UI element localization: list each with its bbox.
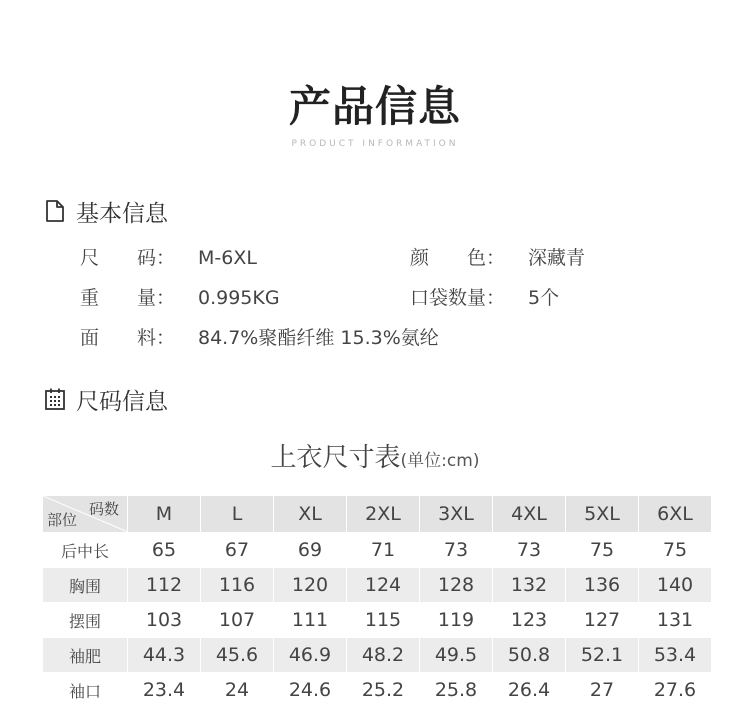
table-cell: 26.4 <box>493 673 566 708</box>
table-row <box>43 638 712 673</box>
corner-label-part: 部位 <box>47 511 78 529</box>
table-row <box>43 603 712 638</box>
calendar-grid-icon <box>44 387 66 411</box>
table-row <box>43 533 712 568</box>
column-header-xl: XL <box>274 496 347 533</box>
table-cell: 123 <box>493 603 566 638</box>
table-cell: 103 <box>128 603 201 638</box>
table-cell: 120 <box>274 568 347 603</box>
size-table <box>42 495 712 708</box>
table-cell: 23.4 <box>128 673 201 708</box>
table-cell: 65 <box>128 533 201 568</box>
attr-color-label: 颜 色： <box>410 247 506 269</box>
table-cell: 50.8 <box>493 638 566 673</box>
attr-fabric-value: 84.7%聚酯纤维 15.3%氨纶 <box>198 327 439 349</box>
table-cell: 45.6 <box>201 638 274 673</box>
table-cell: 128 <box>420 568 493 603</box>
section-size-info-heading: 尺码信息 <box>76 388 168 415</box>
attr-weight-label: 重 量： <box>80 287 176 309</box>
size-table-corner-cell <box>43 496 128 533</box>
size-table-header-row <box>43 496 712 533</box>
column-header-l: L <box>201 496 274 533</box>
attr-weight-value: 0.995KG <box>198 287 280 309</box>
section-basic-info-heading: 基本信息 <box>76 200 168 227</box>
corner-label-size: 码数 <box>88 500 119 518</box>
row-part-label: 后中长 <box>43 533 128 568</box>
table-cell: 132 <box>493 568 566 603</box>
page-subtitle: PRODUCT INFORMATION <box>291 139 459 149</box>
attr-pockets-label: 口袋数量： <box>410 287 506 309</box>
column-header-3xl: 3XL <box>420 496 493 533</box>
table-cell: 116 <box>201 568 274 603</box>
table-row <box>43 568 712 603</box>
section-basic-info <box>44 196 168 226</box>
table-cell: 67 <box>201 533 274 568</box>
table-cell: 127 <box>566 603 639 638</box>
table-cell: 75 <box>566 533 639 568</box>
row-part-label: 摆围 <box>43 603 128 638</box>
table-cell: 112 <box>128 568 201 603</box>
document-icon <box>44 199 66 223</box>
attr-size-label: 尺 码： <box>80 247 176 269</box>
table-cell: 124 <box>347 568 420 603</box>
table-cell: 73 <box>420 533 493 568</box>
table-cell: 52.1 <box>566 638 639 673</box>
table-cell: 111 <box>274 603 347 638</box>
table-cell: 44.3 <box>128 638 201 673</box>
column-header-5xl: 5XL <box>566 496 639 533</box>
attr-size-value: M-6XL <box>198 247 257 269</box>
table-cell: 48.2 <box>347 638 420 673</box>
table-cell: 69 <box>274 533 347 568</box>
table-cell: 71 <box>347 533 420 568</box>
table-cell: 115 <box>347 603 420 638</box>
column-header-2xl: 2XL <box>347 496 420 533</box>
attr-pockets-value: 5个 <box>528 287 560 309</box>
attr-color-value: 深藏青 <box>528 247 586 269</box>
table-cell: 73 <box>493 533 566 568</box>
table-cell: 131 <box>639 603 712 638</box>
section-size-info <box>44 384 168 414</box>
table-row <box>43 673 712 708</box>
attr-fabric-label: 面 料： <box>80 327 176 349</box>
row-part-label: 袖肥 <box>43 638 128 673</box>
table-cell: 24.6 <box>274 673 347 708</box>
row-part-label: 袖口 <box>43 673 128 708</box>
column-header-4xl: 4XL <box>493 496 566 533</box>
table-cell: 53.4 <box>639 638 712 673</box>
size-table-unit: (单位:cm) <box>400 451 480 471</box>
column-header-6xl: 6XL <box>639 496 712 533</box>
table-cell: 119 <box>420 603 493 638</box>
table-cell: 49.5 <box>420 638 493 673</box>
table-cell: 75 <box>639 533 712 568</box>
table-cell: 136 <box>566 568 639 603</box>
table-cell: 25.8 <box>420 673 493 708</box>
table-cell: 24 <box>201 673 274 708</box>
table-cell: 27.6 <box>639 673 712 708</box>
table-cell: 107 <box>201 603 274 638</box>
table-cell: 46.9 <box>274 638 347 673</box>
page-title: 产品信息 <box>288 82 461 131</box>
size-table-title-text: 上衣尺寸表 <box>270 443 401 473</box>
row-part-label: 胸围 <box>43 568 128 603</box>
table-cell: 27 <box>566 673 639 708</box>
column-header-m: M <box>128 496 201 533</box>
table-cell: 140 <box>639 568 712 603</box>
size-table-title <box>0 440 750 479</box>
table-cell: 25.2 <box>347 673 420 708</box>
